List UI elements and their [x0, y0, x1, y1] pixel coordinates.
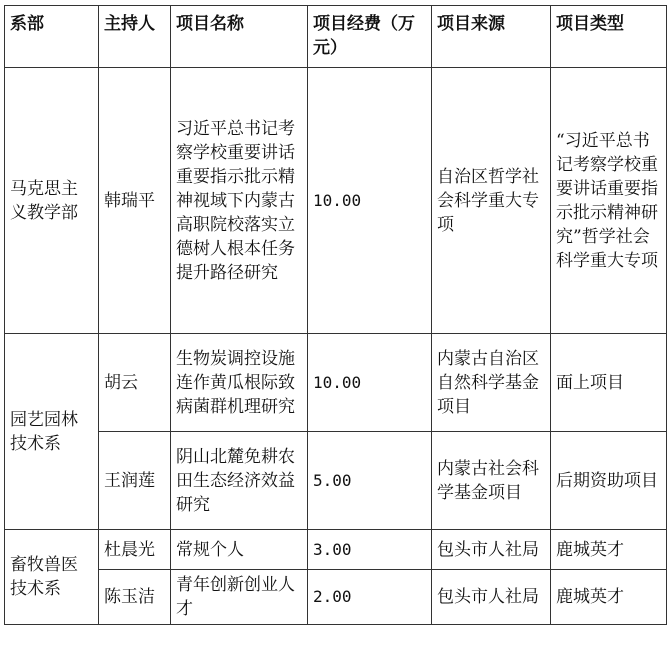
- type-cell: 鹿城英才: [551, 530, 667, 570]
- source-cell: 自治区哲学社会科学重大专项: [432, 68, 551, 334]
- dept-cell: 畜牧兽医技术系: [5, 530, 99, 625]
- header-type: 项目类型: [551, 6, 667, 68]
- funding-cell: 2.00: [308, 570, 432, 625]
- host-cell: 杜晨光: [99, 530, 171, 570]
- dept-cell: 马克思主义教学部: [5, 68, 99, 334]
- type-cell: “习近平总书记考察学校重要讲话重要指示批示精神研究”哲学社会科学重大专项: [551, 68, 667, 334]
- projects-table: [4, 5, 667, 625]
- source-cell: 包头市人社局: [432, 530, 551, 570]
- dept-cell: 园艺园林技术系: [5, 334, 99, 530]
- funding-cell: 10.00: [308, 334, 432, 432]
- host-cell: 胡云: [99, 334, 171, 432]
- header-host: 主持人: [99, 6, 171, 68]
- host-cell: 陈玉洁: [99, 570, 171, 625]
- funding-cell: 3.00: [308, 530, 432, 570]
- table-row: [5, 334, 667, 432]
- header-funding: 项目经费（万元）: [308, 6, 432, 68]
- table-row: [5, 432, 667, 530]
- header-row: [5, 6, 667, 68]
- project-name-cell: 青年创新创业人才: [171, 570, 308, 625]
- host-cell: 王润莲: [99, 432, 171, 530]
- project-name-cell: 生物炭调控设施连作黄瓜根际致病菌群机理研究: [171, 334, 308, 432]
- type-cell: 鹿城英才: [551, 570, 667, 625]
- source-cell: 内蒙古社会科学基金项目: [432, 432, 551, 530]
- type-cell: 后期资助项目: [551, 432, 667, 530]
- table-row: [5, 570, 667, 625]
- project-name-cell: 常规个人: [171, 530, 308, 570]
- header-project-name: 项目名称: [171, 6, 308, 68]
- type-cell: 面上项目: [551, 334, 667, 432]
- table-row: [5, 530, 667, 570]
- funding-cell: 5.00: [308, 432, 432, 530]
- project-name-cell: 习近平总书记考察学校重要讲话重要指示批示精神视域下内蒙古高职院校落实立德树人根本任务提升路径研究: [171, 68, 308, 334]
- source-cell: 包头市人社局: [432, 570, 551, 625]
- project-name-cell: 阴山北麓免耕农田生态经济效益研究: [171, 432, 308, 530]
- funding-cell: 10.00: [308, 68, 432, 334]
- header-source: 项目来源: [432, 6, 551, 68]
- host-cell: 韩瑞平: [99, 68, 171, 334]
- header-dept: 系部: [5, 6, 99, 68]
- source-cell: 内蒙古自治区自然科学基金项目: [432, 334, 551, 432]
- table-row: [5, 68, 667, 334]
